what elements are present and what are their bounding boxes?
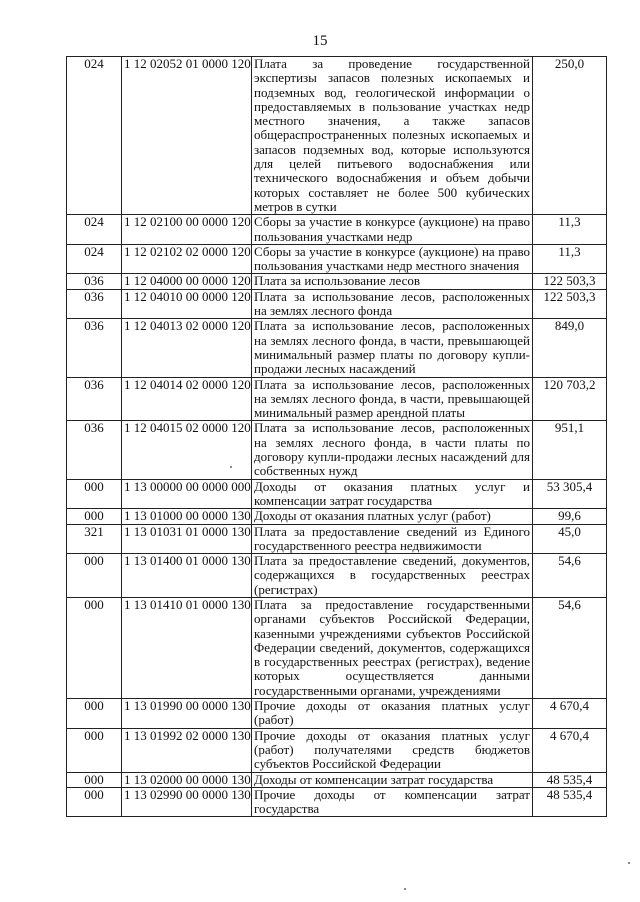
- scan-speck: [230, 466, 232, 468]
- budget-code-cell: 1 13 01031 01 0000 130: [122, 524, 252, 554]
- revenue-name-cell: Плата за использование лесов, расположенных на землях лесного фонда, в части, превышающей минимальный размер платы по договору купли-продажи лесных насаждений: [252, 319, 533, 377]
- revenue-table: [66, 56, 607, 817]
- table-row: [67, 289, 607, 319]
- budget-code-cell: 1 12 02100 00 0000 120: [122, 215, 252, 245]
- table-row: [67, 554, 607, 598]
- table-row: [67, 597, 607, 698]
- table-row: [67, 215, 607, 245]
- table-row: [67, 57, 607, 215]
- amount-cell: 250,0: [533, 57, 607, 215]
- amount-cell: 122 503,3: [533, 289, 607, 319]
- admin-code-cell: 000: [67, 509, 122, 524]
- budget-code-cell: 1 13 01992 02 0000 130: [122, 728, 252, 772]
- amount-cell: 53 305,4: [533, 479, 607, 509]
- admin-code-cell: 036: [67, 289, 122, 319]
- budget-code-cell: 1 13 01000 00 0000 130: [122, 509, 252, 524]
- amount-cell: 4 670,4: [533, 728, 607, 772]
- revenue-name-cell: Плата за использование лесов: [252, 274, 533, 289]
- table-row: [67, 319, 607, 377]
- revenue-name-cell: Прочие доходы от компенсации затрат государства: [252, 787, 533, 817]
- scan-speck: [628, 862, 630, 864]
- table-row: [67, 699, 607, 729]
- revenue-name-cell: Сборы за участие в конкурсе (аукционе) на право пользования участками недр: [252, 215, 533, 245]
- admin-code-cell: 000: [67, 772, 122, 787]
- table-row: [67, 728, 607, 772]
- revenue-name-cell: Доходы от оказания платных услуг и компенсации затрат государства: [252, 479, 533, 509]
- revenue-name-cell: Плата за предоставление сведений, документов, содержащихся в государственных реестрах (регистрах): [252, 554, 533, 598]
- budget-code-cell: 1 13 02990 00 0000 130: [122, 787, 252, 817]
- amount-cell: 48 535,4: [533, 787, 607, 817]
- revenue-name-cell: Плата за использование лесов, расположенных на землях лесного фонда, в части платы по договору купли-продажи лесных насаждений для собственных нужд: [252, 421, 533, 479]
- revenue-name-cell: Доходы от компенсации затрат государства: [252, 772, 533, 787]
- table-row: [67, 787, 607, 817]
- budget-code-cell: 1 13 01990 00 0000 130: [122, 699, 252, 729]
- admin-code-cell: 321: [67, 524, 122, 554]
- budget-code-cell: 1 12 02052 01 0000 120: [122, 57, 252, 215]
- admin-code-cell: 000: [67, 554, 122, 598]
- amount-cell: 45,0: [533, 524, 607, 554]
- amount-cell: 951,1: [533, 421, 607, 479]
- admin-code-cell: 024: [67, 215, 122, 245]
- amount-cell: 122 503,3: [533, 274, 607, 289]
- table-row: [67, 244, 607, 274]
- admin-code-cell: 036: [67, 377, 122, 421]
- revenue-name-cell: Прочие доходы от оказания платных услуг (работ) получателями средств бюджетов субъектов Российской Федерации: [252, 728, 533, 772]
- revenue-name-cell: Плата за проведение государственной экспертизы запасов полезных ископаемых и подземных вод, геологической информации о предоставляемых в пользование участках недр местного значения, а также запасов общераспространенных полезных ископаемых и запасов подземных вод, которые используются для целей питьевого водоснабжения или технического водоснабжения и объем добычи которых составляет не более 500 кубических метров в сутки: [252, 57, 533, 215]
- amount-cell: 48 535,4: [533, 772, 607, 787]
- table-row: [67, 421, 607, 479]
- admin-code-cell: 000: [67, 597, 122, 698]
- table-row: [67, 377, 607, 421]
- revenue-name-cell: Плата за предоставление государственными органами субъектов Российской Федерации, казенными учреждениями субъектов Российской Федерации сведений, документов, содержащихся в государственных реестрах (регистрах), ведение которых осуществляется данными государственными органами, учреждениями: [252, 597, 533, 698]
- amount-cell: 99,6: [533, 509, 607, 524]
- page-number: 15: [312, 33, 328, 49]
- table-row: [67, 509, 607, 524]
- admin-code-cell: 036: [67, 319, 122, 377]
- admin-code-cell: 000: [67, 728, 122, 772]
- amount-cell: 11,3: [533, 244, 607, 274]
- budget-code-cell: 1 12 02102 02 0000 120: [122, 244, 252, 274]
- budget-code-cell: 1 12 04010 00 0000 120: [122, 289, 252, 319]
- budget-code-cell: 1 13 01400 01 0000 130: [122, 554, 252, 598]
- amount-cell: 54,6: [533, 554, 607, 598]
- revenue-name-cell: Плата за использование лесов, расположенных на землях лесного фонда: [252, 289, 533, 319]
- revenue-name-cell: Плата за предоставление сведений из Единого государственного реестра недвижимости: [252, 524, 533, 554]
- budget-code-cell: 1 12 04014 02 0000 120: [122, 377, 252, 421]
- revenue-name-cell: Плата за использование лесов, расположенных на землях лесного фонда, в части, превышающей минимальный размер арендной платы: [252, 377, 533, 421]
- admin-code-cell: 000: [67, 787, 122, 817]
- revenue-name-cell: Доходы от оказания платных услуг (работ): [252, 509, 533, 524]
- table-row: [67, 772, 607, 787]
- amount-cell: 54,6: [533, 597, 607, 698]
- amount-cell: 120 703,2: [533, 377, 607, 421]
- table-row: [67, 524, 607, 554]
- table-row: [67, 274, 607, 289]
- revenue-name-cell: Сборы за участие в конкурсе (аукционе) на право пользования участками недр местного значения: [252, 244, 533, 274]
- revenue-table-body: [67, 57, 607, 817]
- table-row: [67, 479, 607, 509]
- budget-code-cell: 1 12 04013 02 0000 120: [122, 319, 252, 377]
- revenue-name-cell: Прочие доходы от оказания платных услуг (работ): [252, 699, 533, 729]
- amount-cell: 11,3: [533, 215, 607, 245]
- admin-code-cell: 036: [67, 274, 122, 289]
- budget-code-cell: 1 12 04000 00 0000 120: [122, 274, 252, 289]
- admin-code-cell: 000: [67, 699, 122, 729]
- admin-code-cell: 024: [67, 57, 122, 215]
- admin-code-cell: 024: [67, 244, 122, 274]
- budget-code-cell: 1 13 02000 00 0000 130: [122, 772, 252, 787]
- budget-code-cell: 1 12 04015 02 0000 120: [122, 421, 252, 479]
- admin-code-cell: 000: [67, 479, 122, 509]
- scan-speck: [404, 888, 406, 890]
- amount-cell: 849,0: [533, 319, 607, 377]
- budget-code-cell: 1 13 00000 00 0000 000: [122, 479, 252, 509]
- amount-cell: 4 670,4: [533, 699, 607, 729]
- admin-code-cell: 036: [67, 421, 122, 479]
- budget-code-cell: 1 13 01410 01 0000 130: [122, 597, 252, 698]
